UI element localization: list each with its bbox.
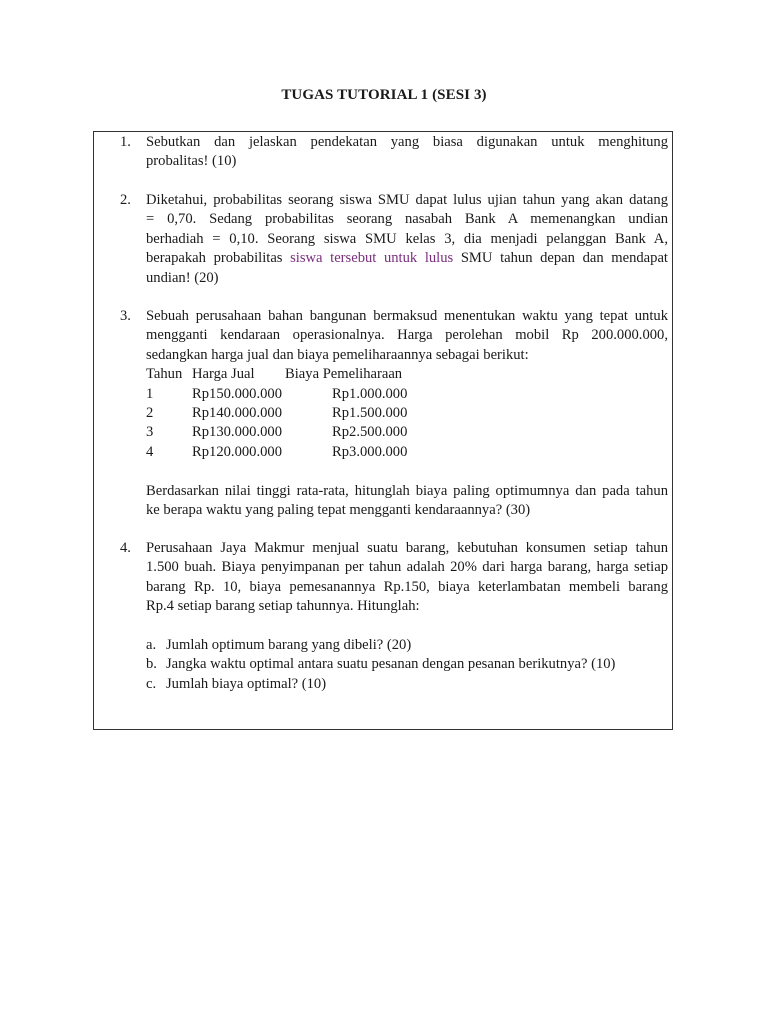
- question-text-line: 1.500 buah. Biaya penyimpanan per tahun adalah 20% dari harga barang, harga setiap: [146, 559, 668, 576]
- table-row: [146, 404, 668, 423]
- question-text-line: berhadiah = 0,10. Seorang siswa SMU kelas 3, dia menjadi pelanggan Bank A,: [146, 230, 668, 247]
- table-row: [146, 423, 668, 442]
- question-text-line: Sebutkan dan jelaskan pendekatan yang biasa digunakan untuk menghitung: [146, 134, 668, 150]
- table-cell: Rp120.000.000: [192, 443, 282, 460]
- document-title: TUGAS TUTORIAL 1 (SESI 3): [281, 87, 487, 103]
- table-cell: Rp140.000.000: [192, 404, 282, 421]
- question-number: 2.: [120, 192, 131, 208]
- table-row: [146, 385, 668, 404]
- table-header-cell: Harga Jual: [192, 366, 255, 383]
- sub-question-text: Jumlah biaya optimal? (10): [166, 675, 327, 692]
- table-row: [146, 443, 668, 462]
- question-4: [120, 539, 668, 694]
- question-number: 3.: [120, 308, 131, 324]
- question-text-line: Berdasarkan nilai tinggi rata-rata, hitunglah biaya paling optimumnya dan pada tahun: [146, 482, 668, 499]
- table-header-cell: Tahun: [146, 366, 183, 383]
- table-cell: 1: [146, 385, 154, 402]
- question-text-line: ke berapa waktu yang paling tepat mengganti kendaraannya? (30): [146, 501, 531, 518]
- table-cell: Rp150.000.000: [192, 385, 282, 402]
- table-cell: 3: [146, 424, 154, 441]
- question-number: 1.: [120, 134, 131, 150]
- table-cell: 2: [146, 404, 154, 421]
- question-text-line: = 0,70. Sedang probabilitas seorang nasabah Bank A memenangkan undian: [146, 211, 668, 228]
- question-text-line: Diketahui, probabilitas seorang siswa SMU dapat lulus ujian tahun yang akan datang: [146, 192, 668, 208]
- text-segment: SMU tahun depan dan mendapat: [453, 250, 668, 267]
- sub-question-text: Jumlah optimum barang yang dibeli? (20): [166, 636, 412, 653]
- price-table: [146, 365, 668, 462]
- question-text-line: sedangkan harga jual dan biaya pemeliharaannya sebagai berikut:: [146, 346, 529, 363]
- sub-question-label: b.: [146, 656, 157, 673]
- table-header-cell: Biaya Pemeliharaan: [285, 366, 403, 383]
- question-3: [120, 307, 668, 520]
- question-text-line: Sebuah perusahaan bahan bangunan bermaksud menentukan waktu yang tepat untuk: [146, 308, 668, 324]
- question-text-line: [146, 249, 668, 268]
- text-segment: berapakah probabilitas: [146, 250, 291, 267]
- question-text-line: probalitas! (10): [146, 153, 237, 170]
- table-cell: Rp130.000.000: [192, 424, 282, 441]
- sub-question: [146, 675, 668, 694]
- sub-question-text: Jangka waktu optimal antara suatu pesanan dengan pesanan berikutnya? (10): [166, 656, 616, 673]
- question-text-line: Rp.4 setiap barang setiap tahunnya. Hitunglah:: [146, 598, 420, 615]
- sub-question: [146, 655, 668, 674]
- table-header-row: [146, 365, 668, 384]
- table-cell: Rp1.000.000: [332, 385, 408, 402]
- question-2: [120, 191, 668, 288]
- sub-question-label: c.: [146, 675, 157, 692]
- question-text-line: barang Rp. 10, biaya pemesanannya Rp.150, biaya keterlambatan membeli barang: [146, 578, 668, 595]
- question-1: [120, 133, 668, 172]
- sub-question: [146, 636, 668, 655]
- question-number: 4.: [120, 540, 131, 556]
- table-cell: Rp3.000.000: [332, 443, 408, 460]
- question-text-line: Perusahaan Jaya Makmur menjual suatu barang, kebutuhan konsumen setiap tahun: [146, 540, 668, 556]
- table-cell: Rp2.500.000: [332, 424, 408, 441]
- table-cell: Rp1.500.000: [332, 404, 408, 421]
- highlighted-text: siswa tersebut untuk lulus: [290, 250, 454, 267]
- sub-question-label: a.: [146, 636, 157, 653]
- table-cell: 4: [146, 443, 154, 460]
- question-text-line: mengganti kendaraan operasionalnya. Harga perolehan mobil Rp 200.000.000,: [146, 327, 668, 344]
- question-text-line: undian! (20): [146, 269, 219, 286]
